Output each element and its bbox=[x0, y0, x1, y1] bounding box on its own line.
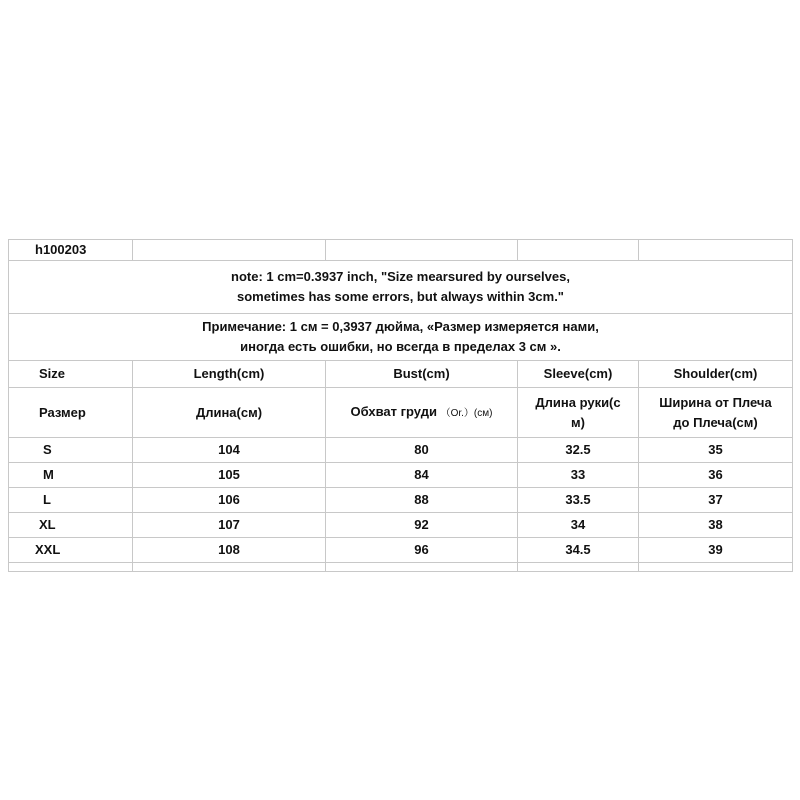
size-chart-table bbox=[8, 239, 793, 572]
table-row bbox=[9, 438, 793, 463]
empty-cell bbox=[639, 563, 793, 572]
header-shoulder-ru-line-2: до Плеча(см) bbox=[673, 414, 758, 430]
note-russian-line-2: иногда есть ошибки, но всегда в пределах 3 см ». bbox=[240, 339, 561, 354]
cell-sleeve: 34.5 bbox=[518, 538, 639, 563]
header-bust-ru-main: Обхват груди bbox=[350, 403, 437, 419]
empty-cell bbox=[133, 240, 326, 261]
header-shoulder: Shoulder(cm) bbox=[639, 361, 793, 388]
cell-bust: 88 bbox=[326, 488, 518, 513]
cell-sleeve: 34 bbox=[518, 513, 639, 538]
cell-length: 105 bbox=[133, 463, 326, 488]
note-english-line-2: sometimes has some errors, but always within 3cm." bbox=[237, 289, 564, 304]
table-row bbox=[9, 463, 793, 488]
header-length-ru: Длина(см) bbox=[133, 388, 326, 438]
header-size-ru: Размер bbox=[9, 388, 133, 438]
note-russian bbox=[9, 314, 793, 361]
header-shoulder-ru bbox=[639, 388, 793, 438]
empty-cell bbox=[518, 563, 639, 572]
note-english-row bbox=[9, 261, 793, 314]
product-code: h100203 bbox=[9, 240, 133, 261]
cell-sleeve: 33 bbox=[518, 463, 639, 488]
note-english-line-1: note: 1 cm=0.3937 inch, "Size mearsured by ourselves, bbox=[231, 269, 570, 284]
header-bust: Bust(cm) bbox=[326, 361, 518, 388]
header-row-english bbox=[9, 361, 793, 388]
cell-shoulder: 35 bbox=[639, 438, 793, 463]
cell-bust: 92 bbox=[326, 513, 518, 538]
header-bust-ru bbox=[326, 388, 518, 438]
cell-shoulder: 37 bbox=[639, 488, 793, 513]
note-russian-line-1: Примечание: 1 см = 0,3937 дюйма, «Размер измеряется нами, bbox=[202, 319, 599, 334]
header-sleeve-ru-line-1: Длина руки(с bbox=[535, 394, 621, 410]
note-english bbox=[9, 261, 793, 314]
cell-size: L bbox=[9, 488, 133, 513]
cell-length: 107 bbox=[133, 513, 326, 538]
cell-shoulder: 39 bbox=[639, 538, 793, 563]
cell-size: M bbox=[9, 463, 133, 488]
empty-cell bbox=[133, 563, 326, 572]
note-russian-row bbox=[9, 314, 793, 361]
header-sleeve-ru-line-2: м) bbox=[571, 414, 585, 430]
table-bottom-spacer bbox=[9, 563, 793, 572]
header-bust-ru-unit: （Or.）(см) bbox=[440, 407, 493, 419]
cell-bust: 80 bbox=[326, 438, 518, 463]
cell-bust: 96 bbox=[326, 538, 518, 563]
cell-size: S bbox=[9, 438, 133, 463]
empty-cell bbox=[518, 240, 639, 261]
empty-cell bbox=[326, 240, 518, 261]
cell-bust: 84 bbox=[326, 463, 518, 488]
table-row bbox=[9, 538, 793, 563]
header-size: Size bbox=[9, 361, 133, 388]
cell-shoulder: 38 bbox=[639, 513, 793, 538]
cell-sleeve: 32.5 bbox=[518, 438, 639, 463]
empty-cell bbox=[9, 563, 133, 572]
cell-length: 104 bbox=[133, 438, 326, 463]
cell-size: XXL bbox=[9, 538, 133, 563]
cell-sleeve: 33.5 bbox=[518, 488, 639, 513]
table-row bbox=[9, 513, 793, 538]
header-sleeve-ru bbox=[518, 388, 639, 438]
empty-cell bbox=[326, 563, 518, 572]
cell-length: 108 bbox=[133, 538, 326, 563]
header-shoulder-ru-line-1: Ширина от Плеча bbox=[659, 394, 772, 410]
cell-length: 106 bbox=[133, 488, 326, 513]
header-length: Length(cm) bbox=[133, 361, 326, 388]
header-row-russian bbox=[9, 388, 793, 438]
table-row bbox=[9, 488, 793, 513]
empty-cell bbox=[639, 240, 793, 261]
product-code-row bbox=[9, 240, 793, 261]
header-sleeve: Sleeve(cm) bbox=[518, 361, 639, 388]
cell-shoulder: 36 bbox=[639, 463, 793, 488]
cell-size: XL bbox=[9, 513, 133, 538]
